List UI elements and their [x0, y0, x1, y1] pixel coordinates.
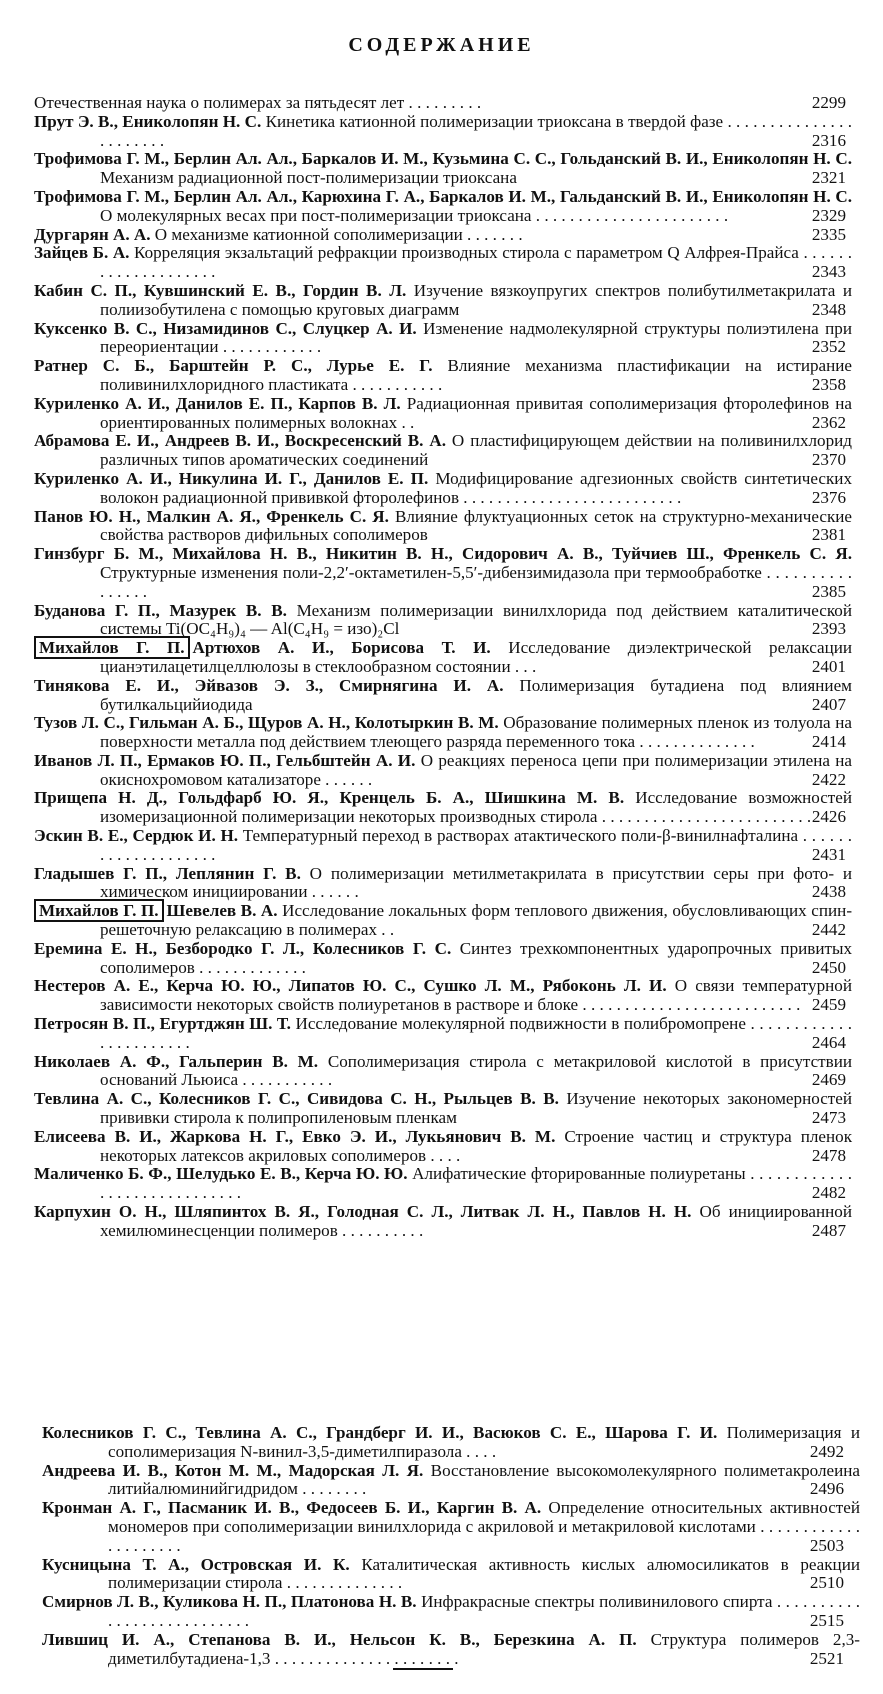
- toc-page-number: 2487: [811, 1220, 846, 1240]
- toc-title: О полимеризации метилметакрилата в присутствии серы при фото- и химическом инициировании . . . . . .: [100, 863, 852, 902]
- toc-authors: Гинзбург Б. М., Михайлова Н. В., Никитин В. Н., Сидорович А. В., Туйчиев Ш., Френкель С. Я.: [34, 544, 852, 564]
- toc-entry: [34, 1089, 852, 1128]
- toc-entry-body: [42, 1631, 860, 1669]
- toc-page-number: 2348: [811, 299, 846, 319]
- toc-title: Об инициированной хемилюминесценции полимеров . . . . . . . . . .: [100, 1202, 852, 1240]
- toc-entry-body: [34, 94, 852, 113]
- toc-entry-body: [34, 602, 852, 640]
- toc-page-number: 2329: [811, 205, 846, 225]
- toc-entry: [34, 713, 852, 752]
- toc-entry: [34, 356, 852, 395]
- toc-authors: Куриленко А. И., Данилов Е. П., Карпов В. Л.: [34, 393, 401, 413]
- toc-authors: Кронман А. Г., Пасманик И. В., Федосеев Б. И., Каргин В. А.: [42, 1498, 542, 1518]
- toc-authors: Прут Э. В., Ениколопян Н. С.: [34, 111, 262, 131]
- toc-authors: Колесников Г. С., Тевлина А. С., Грандберг И. И., Васюков С. Е., Шарова Г. И.: [42, 1423, 718, 1442]
- toc-authors: Елисеева В. И., Жаркова Н. Г., Евко Э. И., Лукьянович В. М.: [34, 1126, 556, 1146]
- toc-authors: Николаев А. Ф., Гальперин В. М.: [34, 1051, 319, 1071]
- toc-authors: Артюхов А. И., Борисова Т. И.: [192, 638, 491, 658]
- toc-entry-body: [42, 1593, 860, 1631]
- toc-entry: [34, 600, 852, 640]
- toc-entry: [34, 393, 852, 433]
- toc-authors: Куксенко В. С., Низамидинов С., Слуцкер А. И.: [34, 318, 417, 338]
- toc-entry-body: [34, 470, 852, 508]
- toc-entry-body: [34, 395, 852, 433]
- toc-entry-body: [34, 244, 852, 282]
- toc-entry-body: [34, 432, 852, 470]
- toc-page-number: 2407: [811, 694, 846, 714]
- toc-title: Инфракрасные спектры поливинилового спирта . . . . . . . . . . . . . . . . . . . . . . . . . . .: [108, 1592, 861, 1630]
- toc-entry-body: [34, 508, 852, 546]
- toc-title: Образование полимерных пленок из толуола на поверхности металла под действием тлеющего разряда переменного тока . . . . . . . . . . . . . .: [100, 713, 852, 752]
- toc-entry: [34, 186, 852, 226]
- toc-entry: [34, 318, 852, 358]
- toc-entry: [34, 544, 852, 601]
- toc-entry: [34, 243, 852, 282]
- toc-page-number: 2370: [811, 450, 846, 470]
- toc-page-number: 2438: [811, 882, 846, 902]
- toc-title: О пластифицирующем действии на поливинилхлорид различных типов ароматических соединений: [100, 431, 852, 470]
- toc-title: Исследование возможностей изомеризационной полимеризации некоторых производных стирола . . . . . . . . . . . . . . . . . . . . . . . . .: [100, 788, 853, 827]
- toc-entry: [34, 826, 852, 865]
- toc-page-number: 2478: [811, 1145, 846, 1165]
- toc-authors: Смирнов Л. В., Куликова Н. П., Платонова Н. В.: [42, 1592, 417, 1612]
- toc-entry-body: [34, 714, 852, 752]
- toc-authors: Прищепа Н. Д., Гольдфарб Ю. Я., Кренцель Б. А., Шишкина М. В.: [34, 788, 625, 808]
- toc-title: Радиационная привитая сополимеризация фторолефинов на ориентированных полимерных волокнах . .: [100, 393, 852, 432]
- toc-list-continued: [42, 1423, 861, 1668]
- toc-authors: Трофимова Г. М., Берлин Ал. Ал., Баркалов И. М., Кузьмина С. С., Гольданский В. И., Ениколопян Н. С.: [34, 149, 852, 169]
- toc-page-number: 2376: [811, 487, 846, 507]
- toc-title: Механизм полимеризации винилхлорида под действием каталитической системы Ti(OC₄H₉)₄ — Al(C₄H₉ = изо)₂Cl: [100, 600, 852, 639]
- toc-title: Полимеризация и сополимеризация N-винил-3,5-диметилпиразола . . . .: [108, 1423, 860, 1461]
- toc-entry-body: [34, 752, 852, 790]
- toc-title: Полимеризация бутадиена под влиянием бутилкальцийиодида: [100, 675, 852, 714]
- toc-entry-body: [34, 789, 852, 827]
- toc-page-number: 2515: [809, 1610, 844, 1630]
- toc-entry: [34, 1164, 852, 1203]
- toc-entry: [34, 675, 852, 715]
- toc-authors: Зайцев Б. А.: [34, 243, 130, 263]
- toc-title: Влияние механизма пластификации на истирание поливинилхлоридного пластиката . . . . . . . . . . .: [100, 356, 852, 394]
- toc-entry-body: [34, 677, 852, 715]
- toc-entry: [42, 1498, 860, 1555]
- toc-authors: Дургарян А. А.: [34, 224, 151, 244]
- toc-authors: Шевелев В. А.: [166, 901, 278, 921]
- toc-page-number: 2358: [811, 374, 846, 394]
- toc-authors: Эскин В. Е., Сердюк И. Н.: [34, 826, 239, 846]
- toc-page-number: 2510: [809, 1573, 844, 1593]
- toc-page-number: 2473: [811, 1108, 846, 1128]
- toc-page-number: 2482: [811, 1183, 846, 1203]
- boxed-author: Михайлов Г. П.: [34, 899, 164, 922]
- toc-title: Алифатические фторированные полиуретаны . . . . . . . . . . . . . . . . . . . . . . . . . . . . .: [100, 1164, 852, 1203]
- toc-entry: [34, 149, 852, 188]
- toc-title: О молекулярных весах при пост-полимеризации триоксана . . . . . . . . . . . . . . . . . . . . . . .: [100, 205, 729, 225]
- toc-title: Исследование диэлектрической релаксации цианэтилацетилцеллюлозы в стеклообразном состоянии . . .: [100, 638, 853, 676]
- toc-page-number: 2352: [811, 337, 846, 357]
- toc-page-number: 2496: [809, 1479, 844, 1499]
- toc-page-number: 2414: [811, 732, 846, 752]
- toc-entry-body: [34, 188, 852, 226]
- toc-entry: [34, 111, 852, 151]
- toc-entry: [42, 1629, 860, 1669]
- toc-page-number: 2450: [811, 957, 846, 977]
- toc-title: Отечественная наука о полимерах за пятьдесят лет . . . . . . . . .: [34, 93, 482, 112]
- toc-title: Восстановление высокомолекулярного полиметакролеина литийалюминийгидридом . . . . . . . .: [108, 1460, 860, 1499]
- toc-page-number: 2393: [811, 619, 846, 639]
- toc-entry-body: [34, 940, 852, 978]
- toc-entry-body: [34, 1203, 852, 1241]
- toc-authors: Андреева И. В., Котон М. М., Мадорская Л. Я.: [42, 1460, 424, 1480]
- bottom-rule: [393, 1668, 453, 1670]
- toc-entry: [34, 431, 852, 470]
- toc-entry-body: [34, 977, 852, 1015]
- toc-entry-body: [42, 1462, 860, 1500]
- toc-entry: [42, 1460, 860, 1500]
- toc-page-number: 2521: [809, 1648, 844, 1668]
- toc-authors: Гладышев Г. П., Леплянин Г. В.: [34, 863, 301, 883]
- toc-entry-body: [34, 1015, 852, 1053]
- toc-entry-body: [34, 357, 852, 395]
- toc-entry: [42, 1423, 860, 1462]
- toc-page-number: 2492: [809, 1441, 844, 1461]
- toc-page-number: 2343: [811, 262, 846, 282]
- toc-title: Механизм радиационной пост-полимеризации триоксана: [100, 168, 517, 188]
- toc-entry: [34, 976, 852, 1015]
- toc-page-number: 2459: [811, 995, 846, 1015]
- toc-authors: Куриленко А. И., Никулина И. Г., Данилов Е. П.: [34, 468, 429, 488]
- toc-title: Изучение вязкоупругих спектров полибутилметакрилата и полиизобутилена с помощью круговых диаграмм: [100, 280, 852, 319]
- toc-entry-body: [34, 1165, 852, 1203]
- toc-title: Определение относительных активностей мономеров при сополимеризации винилхлорида с акриловой и метакриловой кислотами . . . . . . . . . . . . . . . . . . . . .: [108, 1498, 860, 1555]
- toc-entry-body: [34, 1128, 852, 1166]
- toc-authors: Панов Ю. Н., Малкин А. Я., Френкель С. Я.: [34, 506, 389, 526]
- toc-entry: [42, 1554, 860, 1594]
- toc-entry: [34, 938, 852, 978]
- toc-authors: Тевлина А. С., Колесников Г. С., Сивидова С. Н., Рыльцев В. В.: [34, 1089, 559, 1109]
- toc-entry: [34, 94, 846, 113]
- toc-entry-body: [34, 1090, 852, 1128]
- toc-page-number: 2335: [811, 224, 846, 244]
- toc-entry: [34, 226, 846, 245]
- toc-title: Модифицирование адгезионных свойств синтетических волокон радиационной прививкой фторолефинов . . . . . . . . . . . . . . . . . . . . . . . . . .: [100, 468, 852, 507]
- toc-page-number: 2426: [811, 807, 846, 827]
- toc-entry-body: [34, 113, 852, 151]
- toc-entry-body: [42, 1499, 860, 1555]
- toc-title: Корреляция экзальтаций рефракции производных стирола с параметром Q Алфрея-Прайса . . . . . . . . . . . . . . . . . . . .: [100, 243, 852, 282]
- toc-entry-body: [34, 639, 852, 677]
- toc-title: Кинетика катионной полимеризации триоксана в твердой фазе . . . . . . . . . . . . . . . . . . . . . . .: [100, 111, 852, 150]
- page-title: СОДЕРЖАНИЕ: [348, 34, 535, 56]
- toc-title: Изучение некоторых закономерностей прививки стирола к полипропиленовым пленкам: [100, 1089, 852, 1128]
- toc-entry-body: [34, 865, 852, 903]
- toc-page-number: 2316: [811, 130, 846, 150]
- toc-title: Влияние флуктуационных сеток на структурно-механические свойства растворов дифильных сополимеров: [100, 506, 852, 545]
- boxed-author: Михайлов Г. П.: [34, 636, 190, 659]
- toc-entry-body: [42, 1424, 860, 1462]
- toc-title: Изменение надмолекулярной структуры полиэтилена при переориентации . . . . . . . . . . . .: [100, 318, 852, 357]
- toc-authors: Еремина Е. Н., Безбородко Г. Л., Колесников Г. С.: [34, 938, 452, 958]
- toc-authors: Тинякова Е. И., Эйвазов Э. З., Смирнягина И. А.: [34, 675, 504, 695]
- toc-entry-body: [34, 282, 852, 320]
- toc-entry-body: [34, 902, 852, 940]
- toc-page-number: 2381: [811, 525, 846, 545]
- toc-entry: [34, 1202, 852, 1241]
- toc-page-number: 2422: [811, 769, 846, 789]
- toc-title: Каталитическая активность кислых алюмосиликатов в реакции полимеризации стирола . . . . . . . . . . . . . .: [108, 1554, 860, 1593]
- toc-page-number: 2431: [811, 844, 846, 864]
- toc-entry: [34, 280, 852, 320]
- toc-page-number: 2385: [811, 581, 846, 601]
- toc-authors: Тузов Л. С., Гильман А. Б., Щуров А. Н., Колотыркин В. М.: [34, 713, 499, 733]
- toc-authors: Буданова Г. П., Мазурек В. В.: [34, 600, 287, 620]
- toc-page-number: 2503: [809, 1535, 844, 1555]
- toc-entry-body: [34, 827, 852, 865]
- toc-entry-body: [34, 320, 852, 358]
- toc-entry: [34, 1014, 853, 1053]
- toc-authors: Петросян В. П., Егуртджян Ш. Т.: [34, 1014, 291, 1034]
- toc-entry-body: [34, 226, 852, 245]
- toc-entry-body: [34, 545, 852, 601]
- toc-authors: Нестеров А. Е., Керча Ю. Ю., Липатов Ю. С., Сушко Л. М., Рябоконь Л. И.: [34, 976, 667, 996]
- toc-authors: Трофимова Г. М., Берлин Ал. Ал., Карюхина Г. А., Баркалов И. М., Гальданский В. И., Ениколопян Н. С.: [34, 186, 852, 206]
- toc-title: Синтез трехкомпонентных ударопрочных привитых сополимеров . . . . . . . . . . . . .: [100, 938, 852, 977]
- toc-entry: [34, 1126, 853, 1166]
- toc-authors: Абрамова Е. И., Андреев В. И., Воскресенский В. А.: [34, 431, 446, 451]
- toc-title: Структурные изменения поли-2,2′-октаметилен-5,5′-дибензимидазола при термообработке . . . . . . . . . . . . . . . .: [100, 562, 852, 601]
- toc-title: О связи температурной зависимости некоторых свойств полиуретанов в растворе и блоке . . . . . . . . . . . . . . . . . . . . . . . . . .: [100, 976, 852, 1015]
- toc-entry-body: [34, 150, 852, 188]
- toc-entry: [34, 863, 852, 903]
- toc-entry-body: [34, 1053, 852, 1091]
- toc-entry-body: [42, 1556, 860, 1594]
- toc-page-number: 2401: [811, 656, 846, 676]
- toc-authors: Карпухин О. Н., Шляпинтох В. Я., Голодная С. Л., Литвак Л. Н., Павлов Н. Н.: [34, 1202, 692, 1222]
- toc-page-number: 2442: [811, 920, 846, 940]
- toc-authors: Ратнер С. Б., Барштейн Р. С., Лурье Е. Г.: [34, 356, 433, 376]
- toc-entry: [34, 1051, 853, 1091]
- toc-title: Строение частиц и структура пленок некоторых латексов акриловых сополимеров . . . .: [100, 1126, 853, 1165]
- toc-title: Исследование молекулярной подвижности в полибромопрене . . . . . . . . . . . . . . . . . . . . . . .: [100, 1014, 853, 1052]
- toc-page-number: 2362: [811, 412, 846, 432]
- toc-title: О механизме катионной сополимеризации . . . . . . .: [154, 224, 523, 244]
- toc-page-number: 2464: [811, 1032, 846, 1052]
- toc-entry: [34, 750, 853, 790]
- toc-entry: [42, 1592, 861, 1631]
- toc-list: [34, 93, 853, 1241]
- toc-authors: Иванов Л. П., Ермаков Ю. П., Гельбштейн А. И.: [34, 750, 416, 770]
- toc-page-number: 2321: [811, 168, 846, 188]
- toc-page-number: 2469: [811, 1070, 846, 1090]
- toc-entry: [34, 788, 853, 827]
- toc-entry: [34, 468, 852, 508]
- toc-title: Исследование локальных форм теплового движения, обусловливающих спин-решеточную релаксацию в полимерах . .: [100, 901, 853, 940]
- toc-page-number: 2299: [811, 93, 846, 112]
- toc-entry: [34, 638, 853, 677]
- toc-entry: [34, 506, 852, 546]
- toc-authors: Кабин С. П., Кувшинский Е. В., Гордин В. Л.: [34, 280, 407, 300]
- toc-authors: Маличенко Б. Ф., Шелудько Е. В., Керча Ю. Ю.: [34, 1164, 408, 1184]
- toc-title: Структура полимеров 2,3-диметилбутадиена-1,3 . . . . . . . . . . . . . . . . . . . . . .: [108, 1629, 860, 1668]
- toc-title: Температурный переход в растворах атактического поли-β-винилнафталина . . . . . . . . . . . . . . . . . . . .: [100, 826, 852, 864]
- toc-entry: [34, 901, 853, 940]
- toc-title: Сополимеризация стирола с метакриловой кислотой в присутствии оснований Льюиса . . . . . . . . . . .: [100, 1051, 853, 1090]
- toc-authors: Кусницына Т. А., Островская И. К.: [42, 1554, 350, 1574]
- toc-title: О реакциях переноса цепи при полимеризации этилена на окиснохромовом катализаторе . . . . . .: [100, 750, 853, 789]
- toc-authors: Лившиц И. А., Степанова В. И., Нельсон К. В., Березкина А. П.: [42, 1629, 637, 1649]
